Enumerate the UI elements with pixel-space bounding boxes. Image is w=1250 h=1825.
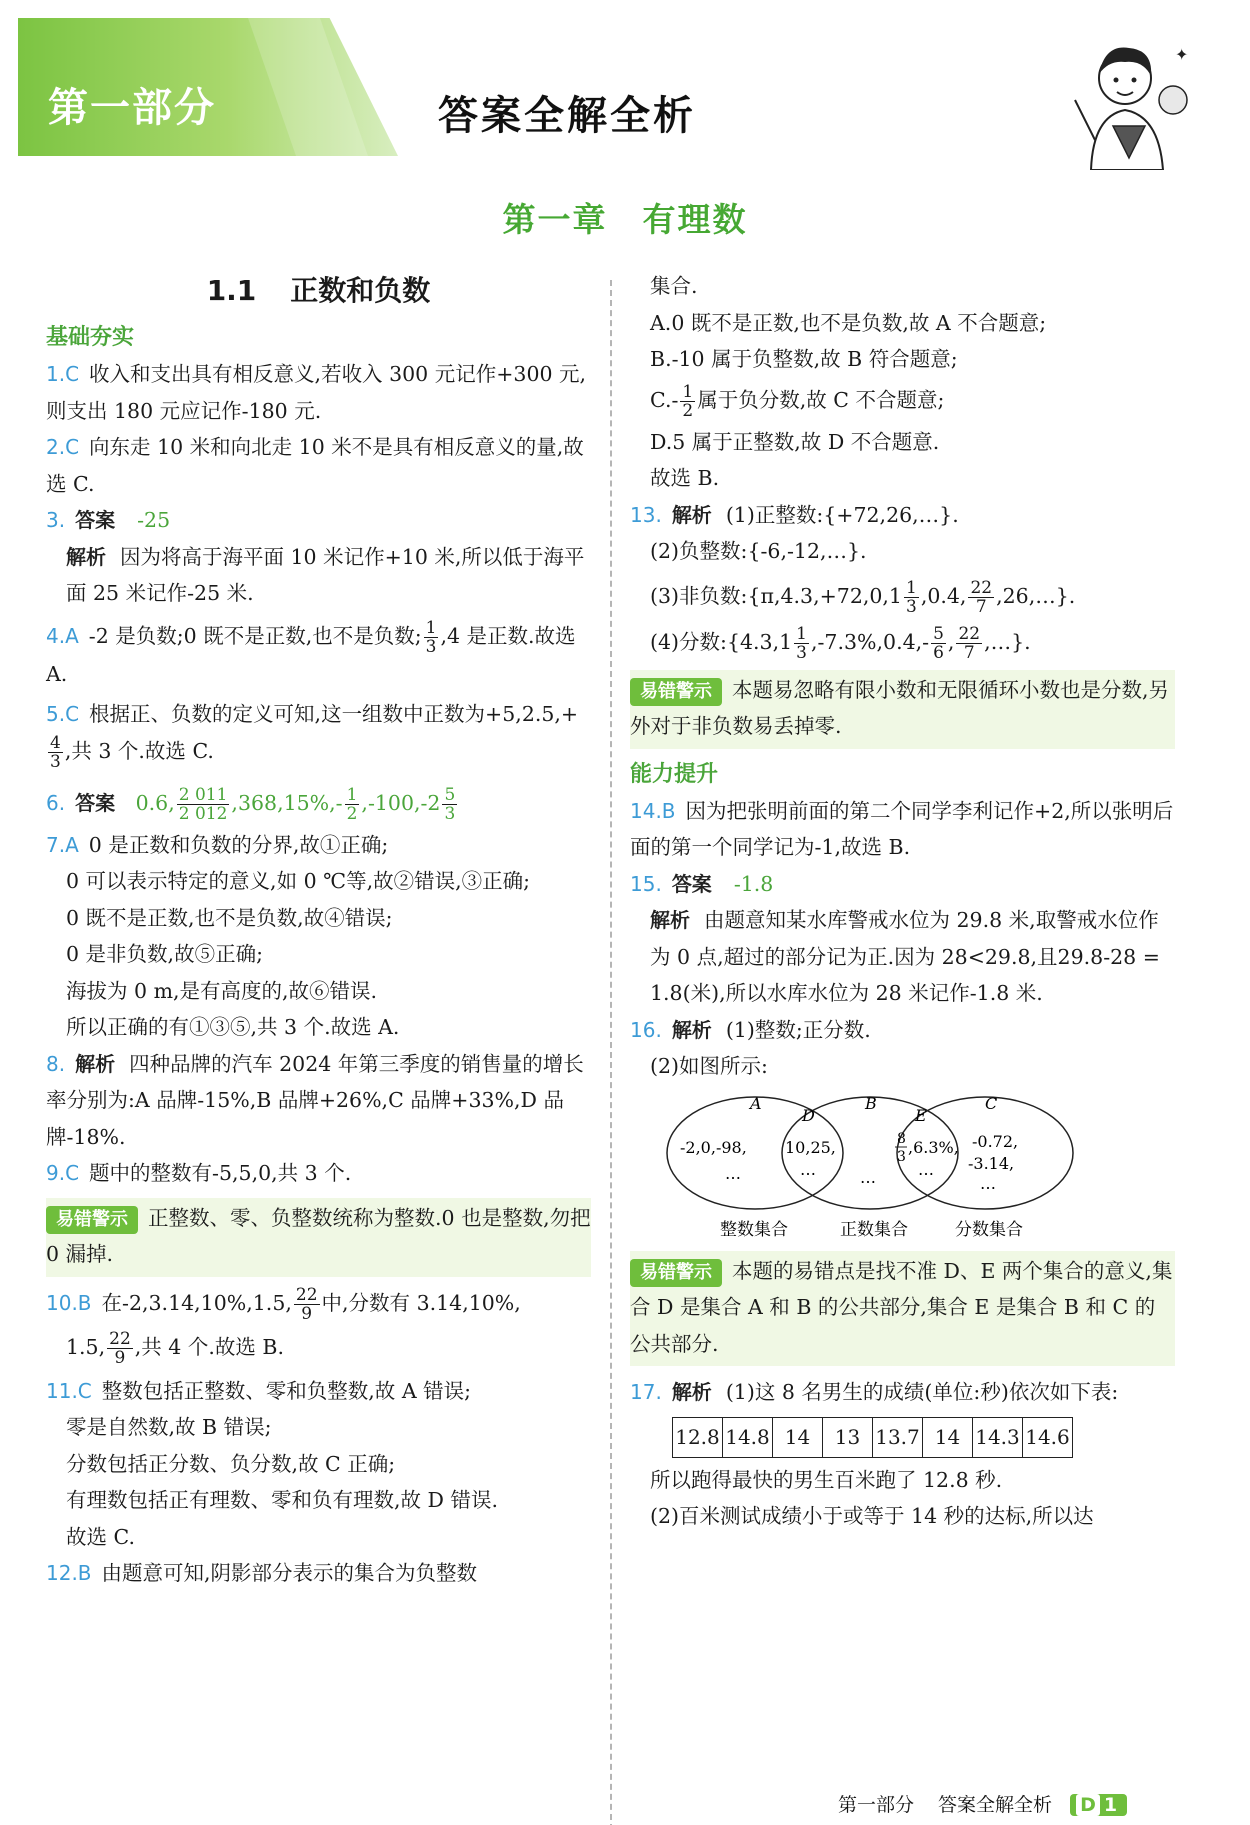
page-number: D 1 bbox=[1070, 1794, 1127, 1816]
venn-label-e: E bbox=[915, 1105, 927, 1125]
page-title: 答案全解全析 bbox=[438, 93, 696, 139]
answer-14: 14.B 因为把张明前面的第二个同学李利记作+2,所以张明后面的第一个同学记为-1,故选 B. bbox=[630, 798, 1174, 859]
venn-e-frac-top: 8 bbox=[897, 1130, 906, 1147]
answer-12-cont: 故选 B. bbox=[650, 466, 720, 490]
venn-e-frac-bottom: 3 bbox=[897, 1148, 906, 1165]
answer-12: 12.B 由题意可知,阴影部分表示的集合为负整数 bbox=[46, 1561, 478, 1585]
venn-dots: … bbox=[800, 1159, 816, 1179]
venn-a-values: -2,0,-98, bbox=[680, 1137, 747, 1157]
table-row bbox=[673, 1417, 1073, 1457]
venn-diagram bbox=[660, 1091, 1100, 1241]
table-cell: 14 bbox=[773, 1417, 823, 1457]
answer-12-cont: A.0 既不是正数,也不是负数,故 A 不合题意; bbox=[650, 310, 1047, 335]
table-cell: 13.7 bbox=[873, 1417, 923, 1457]
answer-8: 8. 解析 四种品牌的汽车 2024 年第三季度的销售量的增长率分别为:A 品牌-15%,B 品牌+26%,C 品牌+33%,D 品牌-18%. bbox=[46, 1051, 584, 1149]
answer-13-line: (4)分数:{4.3,1 $\frac{1}{3}$ ,-7.3%,0.4,- $\frac{5}{6}$ , $\frac{22}{7}$ ,…}. bbox=[650, 623, 1031, 663]
venn-dots: … bbox=[725, 1163, 741, 1183]
answer-2: 2.C 向东走 10 米和向北走 10 米不是具有相反意义的量,故选 C. bbox=[46, 435, 584, 496]
table-cell: 14 bbox=[923, 1417, 973, 1457]
answer-7-line: 0 可以表示特定的意义,如 0 ℃等,故②错误,③正确; bbox=[66, 869, 531, 893]
chapter-title: 第一章 有理数 bbox=[502, 200, 748, 239]
answer-13: 13. 解析 (1)正整数:{+72,26,…}. bbox=[630, 502, 959, 527]
answer-5: 5.C 根据正、负数的定义可知,这一组数中正数为+5,2.5,+ $\frac{4}{3}$ ,共 3 个.故选 C. bbox=[46, 702, 579, 772]
answer-7-line: 海拔为 0 m,是有高度的,故⑥错误. bbox=[66, 978, 378, 1003]
answer-11-line: 故选 C. bbox=[66, 1524, 135, 1549]
answer-11-line: 分数包括正分数、负分数,故 C 正确; bbox=[66, 1451, 396, 1476]
table-cell: 12.8 bbox=[673, 1417, 723, 1457]
answer-7-line: 0 是非负数,故⑤正确; bbox=[66, 942, 263, 966]
warning-box-3: 易错警示 本题的易错点是找不准 D、E 两个集合的意义,集合 D 是集合 A 和 B 的公共部分,集合 E 是集合 B 和 C 的公共部分. bbox=[630, 1251, 1175, 1367]
answer-17: 17. 解析 (1)这 8 名男生的成绩(单位:秒)依次如下表: bbox=[630, 1380, 1119, 1404]
answer-13-line: (2)负整数:{-6,-12,…}. bbox=[650, 539, 867, 563]
answer-9: 9.C 题中的整数有-5,5,0,共 3 个. bbox=[46, 1161, 352, 1185]
venn-dots: … bbox=[918, 1159, 934, 1179]
answer-16: 16. 解析 (1)整数;正分数. bbox=[630, 1017, 871, 1042]
answer-7-line: 0 既不是正数,也不是负数,故④错误; bbox=[66, 905, 393, 930]
page-footer: 第一部分 答案全解全析 D 1 bbox=[838, 1790, 1127, 1817]
table-cell: 14.6 bbox=[1023, 1417, 1073, 1457]
answer-11-line: 零是自然数,故 B 错误; bbox=[66, 1415, 272, 1439]
venn-dots: … bbox=[980, 1173, 996, 1193]
answer-11-line: 有理数包括正有理数、零和负有理数,故 D 错误. bbox=[66, 1488, 499, 1512]
section-title: 1.1 正数和负数 bbox=[206, 274, 431, 307]
venn-e-values: ,6.3%, bbox=[908, 1137, 959, 1157]
part-title: 第一部分 bbox=[48, 85, 216, 131]
venn-label-d: D bbox=[802, 1105, 815, 1125]
answer-12-cont: B.-10 属于负整数,故 B 符合题意; bbox=[650, 347, 958, 371]
ability-heading: 能力提升 bbox=[630, 761, 719, 787]
venn-caption: 整数集合 bbox=[720, 1219, 788, 1240]
venn-c-value: -0.72, bbox=[972, 1131, 1019, 1151]
warning-box-1: 易错警示 正整数、零、负整数统称为整数.0 也是整数,勿把 0 漏掉. bbox=[46, 1198, 591, 1277]
basics-heading: 基础夯实 bbox=[46, 325, 135, 350]
answer-12-cont: C.- $\frac{1}{2}$ 属于负分数,故 C 不合题意; bbox=[650, 381, 945, 421]
answer-10-cont: 1.5, $\frac{22}{9}$ ,共 4 个.故选 B. bbox=[66, 1328, 284, 1368]
student-mascot-icon bbox=[1055, 30, 1205, 170]
analysis-3: 解析 因为将高于海平面 10 米记作+10 米,所以低于海平面 25 米记作-25 米. bbox=[66, 544, 585, 605]
answer-11: 11.C 整数包括正整数、零和负整数,故 A 错误; bbox=[46, 1378, 472, 1403]
table-cell: 14.8 bbox=[723, 1417, 773, 1457]
answer-6: 6. 答案 0.6, $\frac{2 011}{2 012}$ ,368,15%,- $\frac{1}{2}$ ,-100,-2 $\frac{5}{3}$ bbox=[46, 784, 456, 824]
answer-17-line: (2)百米测试成绩小于或等于 14 秒的达标,所以达 bbox=[650, 1504, 1094, 1528]
answer-3: 3. 答案 -25 bbox=[46, 508, 171, 532]
venn-dots: … bbox=[860, 1167, 876, 1187]
venn-d-values: 10,25, bbox=[785, 1137, 836, 1157]
left-column bbox=[46, 268, 591, 1592]
analysis-15: 解析 由题意知某水库警戒水位为 29.8 米,取警戒水位作为 0 点,超过的部分记为正.因为 28<29.8,且29.8-28 = 1.8(米),所以水库水位为 28 米记作-1.8 米. bbox=[650, 908, 1160, 1005]
answer-7: 7.A 0 是正数和负数的分界,故①正确; bbox=[46, 832, 389, 857]
answer-15: 15. 答案 -1.8 bbox=[630, 871, 774, 896]
answer-13-line: (3)非负数:{π,4.3,+72,0,1 $\frac{1}{3}$ ,0.4, $\frac{22}{7}$ ,26,…}. bbox=[650, 577, 1076, 617]
venn-label-a: A bbox=[750, 1093, 762, 1113]
answer-1: 1.C 收入和支出具有相反意义,若收入 300 元记作+300 元,则支出 180 元应记作-180 元. bbox=[46, 362, 587, 423]
scores-table bbox=[672, 1417, 1073, 1458]
venn-caption: 分数集合 bbox=[955, 1219, 1023, 1240]
svg-text:✦: ✦ bbox=[1175, 45, 1189, 64]
answer-4: 4.A -2 是负数;0 既不是正数,也不是负数; $\frac{1}{3}$ ,4 是正数.故选 A. bbox=[46, 617, 576, 686]
answer-17-line: 所以跑得最快的男生百米跑了 12.8 秒. bbox=[650, 1467, 1003, 1492]
table-cell: 14.3 bbox=[973, 1417, 1023, 1457]
venn-label-c: C bbox=[985, 1093, 998, 1113]
answer-12-cont: D.5 属于正整数,故 D 不合题意. bbox=[650, 429, 940, 454]
warning-box-2: 易错警示 本题易忽略有限小数和无限循环小数也是分数,另外对于非负数易丢掉零. bbox=[630, 670, 1175, 749]
answer-7-line: 所以正确的有①③⑤,共 3 个.故选 A. bbox=[66, 1015, 400, 1039]
venn-caption: 正数集合 bbox=[840, 1219, 908, 1240]
column-divider bbox=[610, 280, 612, 1825]
answer-12-cont: 集合. bbox=[650, 274, 698, 298]
venn-label-b: B bbox=[865, 1093, 877, 1113]
table-cell: 13 bbox=[823, 1417, 873, 1457]
right-column bbox=[630, 268, 1175, 1535]
answer-16-line: (2)如图所示: bbox=[650, 1054, 768, 1078]
venn-c-value: -3.14, bbox=[968, 1153, 1015, 1173]
answer-10: 10.B 在-2,3.14,10%,1.5, $\frac{22}{9}$ 中,分数有 3.14,10%, bbox=[46, 1284, 521, 1324]
